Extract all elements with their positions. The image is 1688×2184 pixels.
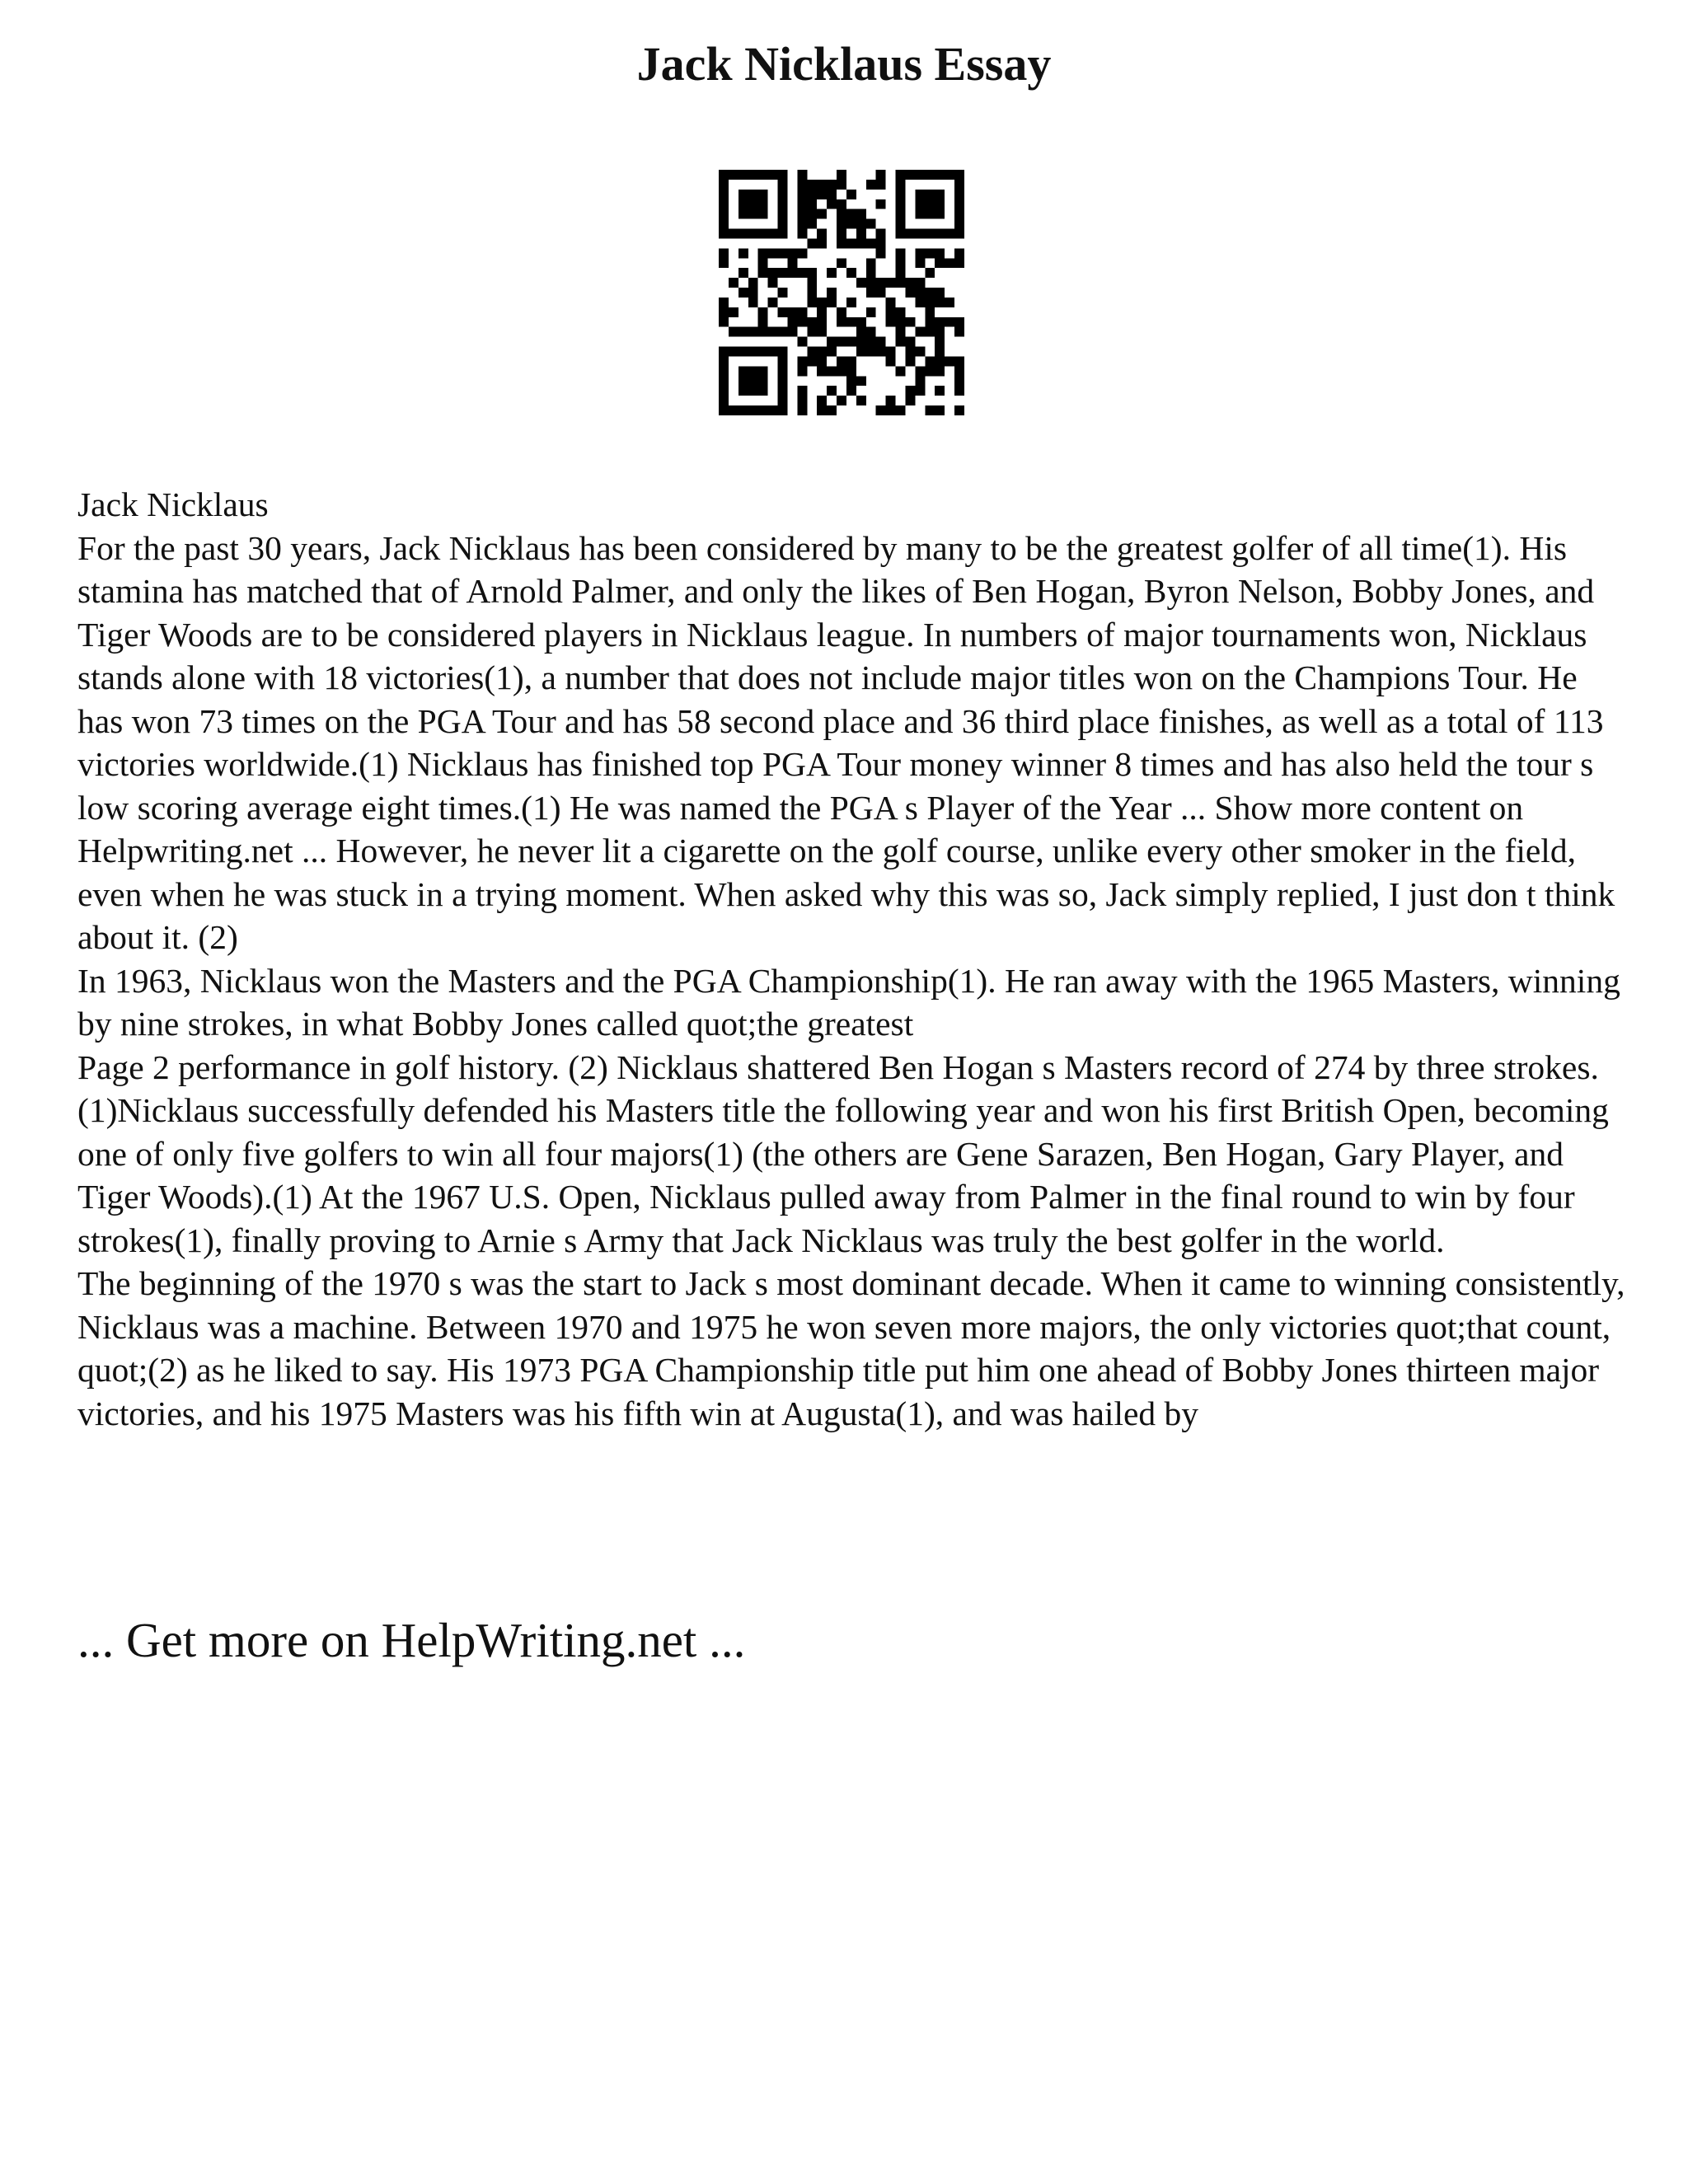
essay-body (77, 483, 1627, 1435)
paragraph: The beginning of the 1970 s was the start to Jack s most dominant decade. When it came to winning consistently, Nicklaus was a machine. Between 1970 and 1975 he won seven more majors, the only victories quot;that count, quot;(2) as he liked to say. His 1973 PGA Championship title put him one ahead of Bobby Jones thirteen major victories, and his 1975 Masters was his fifth win at Augusta(1), and was hailed by (77, 1264, 1625, 1432)
essay-heading: Jack Nicklaus (77, 485, 269, 523)
paragraph: Page 2 performance in golf history. (2) Nicklaus shattered Ben Hogan s Masters record of 274 by three strokes.(1)Nicklaus successfully defended his Masters title the following year and won his first British Open, becoming one of only five golfers to win all four majors(1) (the others are Gene Sarazen, Ben Hogan, Gary Player, and Tiger Woods).(1) At the 1967 U.S. Open, Nicklaus pulled away from Palmer in the final round to win by four strokes(1), finally proving to Arnie s Army that Jack Nicklaus was truly the best golfer in the world. (77, 1047, 1609, 1259)
page-title: Jack Nicklaus Essay (636, 37, 1052, 91)
get-more-link[interactable]: ... Get more on HelpWriting.net ... (77, 1613, 746, 1667)
qr-code-icon (719, 170, 964, 415)
paragraph: In 1963, Nicklaus won the Masters and the PGA Championship(1). He ran away with the 1965 Masters, winning by nine strokes, in what Bobby Jones called quot;the greatest (77, 961, 1620, 1043)
paragraph: For the past 30 years, Jack Nicklaus has been considered by many to be the greatest golfer of all time(1). His stamina has matched that of Arnold Palmer, and only the likes of Ben Hogan, Byron Nelson, Bobby Jones, and Tiger Woods are to be considered players in Nicklaus league. In numbers of major tournaments won, Nicklaus stands alone with 18 victories(1), a number that does not include major titles won on the Champions Tour. He has won 73 times on the PGA Tour and has 58 second place and 36 third place finishes, as well as a total of 113 victories worldwide.(1) Nicklaus has finished top PGA Tour money winner 8 times and has also held the tour s low scoring average eight times.(1) He was named the PGA s Player of the Year ... Show more content on Helpwriting.net ... However, he never lit a cigarette on the golf course, unlike every other smoker in the field, even when he was stuck in a trying moment. When asked why this was so, Jack simply replied, I just don t think about it. (2) (77, 528, 1615, 956)
